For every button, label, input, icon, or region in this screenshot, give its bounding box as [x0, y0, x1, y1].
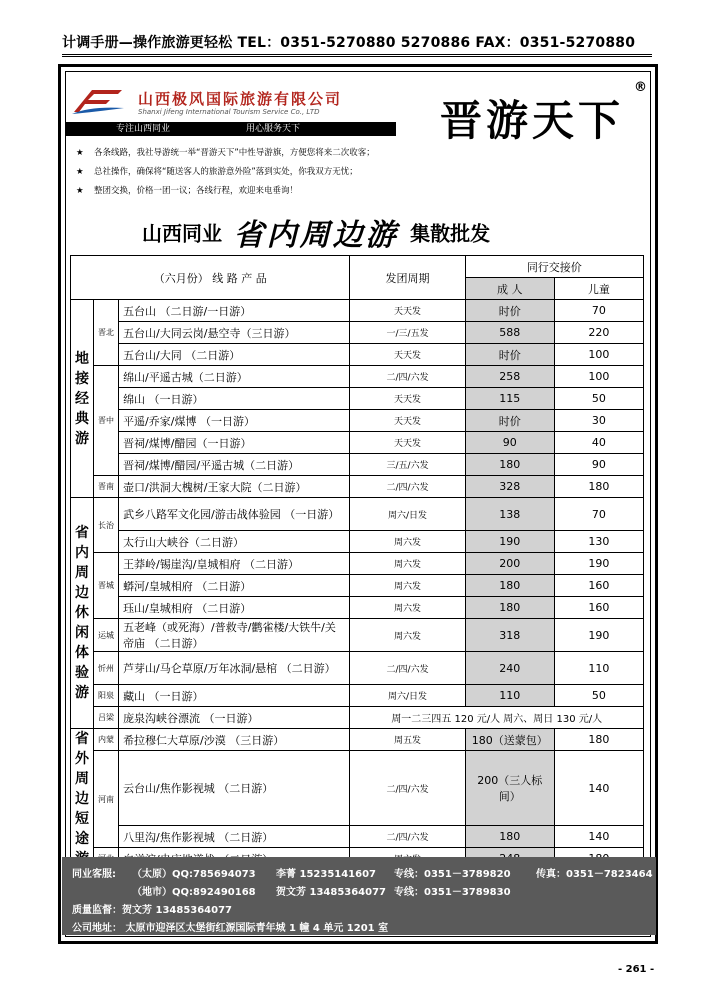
schedule-cell: 三/五/六发 [350, 454, 465, 476]
route-cell: 五老峰（或死海）/普救寺/鹳雀楼/大铁牛/关帝庙 （二日游） [119, 619, 350, 652]
schedule-cell: 天天发 [350, 344, 465, 366]
table-row [71, 531, 644, 553]
schedule-cell: 周六/日发 [350, 498, 465, 531]
header-price: 同行交接价 [465, 256, 643, 278]
child-price-cell: 180 [554, 729, 643, 751]
child-price-cell: 100 [554, 344, 643, 366]
schedule-cell: 周六发 [350, 553, 465, 575]
route-cell: 绵山/平遥古城（二日游） [119, 366, 350, 388]
footer-contact-name-2: 贺文芳 13485364077 [276, 887, 387, 898]
schedule-cell: 二/四/六发 [350, 476, 465, 498]
note-item: ★ 总社操作，确保将“随送客人的旅游意外险”落到实处，你我双方无忧； [76, 163, 375, 182]
adult-price-cell: 时价 [465, 410, 554, 432]
route-cell: 太行山大峡谷（二日游） [119, 531, 350, 553]
table-row [71, 432, 644, 454]
footer-hotline: 专线：0351－3789820 [394, 869, 511, 880]
star-icon: ★ [76, 186, 84, 196]
child-price-cell: 160 [554, 597, 643, 619]
schedule-cell: 周五发 [350, 729, 465, 751]
region-cell: 晋城 [94, 553, 119, 619]
footer-address: 公司地址： 太原市迎泽区太堡街红源国际青年城 1 幢 4 单元 1201 室 [72, 923, 389, 934]
headline-part1: 山西同业 [142, 221, 222, 246]
region-cell: 吕梁 [94, 707, 119, 729]
schedule-cell: 一/三/五发 [350, 322, 465, 344]
route-cell: 平遥/乔家/煤博 （一日游） [119, 410, 350, 432]
star-icon: ★ [76, 148, 84, 158]
adult-price-cell: 200 [465, 553, 554, 575]
table-row [71, 322, 644, 344]
table-row [71, 597, 644, 619]
header-product: （六月份） 线 路 产 品 [71, 256, 350, 300]
adult-price-cell: 328 [465, 476, 554, 498]
child-price-cell: 50 [554, 388, 643, 410]
child-price-cell: 130 [554, 531, 643, 553]
route-cell: 藏山 （一日游） [119, 685, 350, 707]
schedule-price-cell: 周一二三四五 120 元/人 周六、周日 130 元/人 [350, 707, 644, 729]
route-cell: 八里沟/焦作影视城 （二日游） [119, 826, 350, 848]
schedule-cell: 天天发 [350, 300, 465, 322]
route-cell: 晋祠/煤博/醋园/平遥古城（二日游） [119, 454, 350, 476]
child-price-cell: 190 [554, 619, 643, 652]
header-adult: 成 人 [465, 278, 554, 300]
table-row [71, 388, 644, 410]
route-cell: 壶口/洪洞大槐树/王家大院（二日游） [119, 476, 350, 498]
adult-price-cell: 200（三人标间） [465, 751, 554, 826]
adult-price-cell: 90 [465, 432, 554, 454]
region-cell: 晋南 [94, 476, 119, 498]
schedule-cell: 天天发 [350, 432, 465, 454]
headline [142, 210, 491, 253]
adult-price-cell: 588 [465, 322, 554, 344]
child-price-cell: 90 [554, 454, 643, 476]
schedule-cell: 周六发 [350, 531, 465, 553]
adult-price-cell: 时价 [465, 300, 554, 322]
adult-price-cell: 138 [465, 498, 554, 531]
category-cell: 省 内 周 边 休 闲 体 验 游 [71, 498, 94, 729]
footer-fax: 传真：0351－7823464 [536, 869, 653, 880]
route-cell: 蟒河/皇城相府 （二日游） [119, 575, 350, 597]
table-row [71, 410, 644, 432]
company-name-en: Shanxi Jifeng International Tourism Service Co., LTD [138, 108, 320, 116]
headline-part2: 省内周边游 [233, 218, 399, 253]
route-cell: 五台山/大同 （二日游） [119, 344, 350, 366]
category-cell: 地 接 经 典 游 [71, 300, 94, 498]
schedule-cell: 二/四/六发 [350, 366, 465, 388]
region-cell: 阳泉 [94, 685, 119, 707]
child-price-cell: 220 [554, 322, 643, 344]
child-price-cell: 110 [554, 652, 643, 685]
footer-contact-name: 李菁 15235141607 [276, 869, 377, 880]
child-price-cell: 40 [554, 432, 643, 454]
schedule-cell: 周六发 [350, 619, 465, 652]
footer-contacts [62, 857, 656, 935]
footer-qq-city: （地市）QQ:892490168 [132, 887, 256, 898]
child-price-cell: 70 [554, 498, 643, 531]
route-cell: 五台山 （二日游/一日游） [119, 300, 350, 322]
table-row [71, 498, 644, 531]
table-row [71, 575, 644, 597]
route-cell: 云台山/焦作影视城 （二日游） [119, 751, 350, 826]
category-cell: 省 外 周 边 短 途 [71, 729, 94, 870]
schedule-cell: 天天发 [350, 388, 465, 410]
route-cell: 庞泉沟峡谷漂流 （一日游） [119, 707, 350, 729]
table-row [71, 344, 644, 366]
child-price-cell: 140 [554, 751, 643, 826]
header-child: 儿童 [554, 278, 643, 300]
header-contact-line: 计调手册—操作旅游更轻松 TEL：0351-5270880 5270886 FAX：0351-5270880 [62, 32, 652, 57]
table-row [71, 454, 644, 476]
price-table [70, 255, 644, 870]
slogan-left: 专注山西同业 [116, 124, 171, 134]
company-name-cn: 山西极风国际旅游有限公司 [138, 90, 343, 108]
route-cell: 芦芽山/马仑草原/万年冰洞/悬棺 （二日游） [119, 652, 350, 685]
star-icon: ★ [76, 167, 84, 177]
route-cell: 王莽岭/锡崖沟/皇城相府 （二日游） [119, 553, 350, 575]
route-cell: 武乡八路军文化园/游击战体验园 （一日游） [119, 498, 350, 531]
table-row [71, 652, 644, 685]
adult-price-cell: 时价 [465, 344, 554, 366]
slogan-bar [66, 122, 396, 136]
child-price-cell: 140 [554, 826, 643, 848]
adult-price-cell: 180（送蒙包） [465, 729, 554, 751]
footer-quality: 质量监督：贺文芳 13485364077 [72, 905, 233, 916]
adult-price-cell: 115 [465, 388, 554, 410]
registered-mark: ® [634, 80, 647, 95]
adult-price-cell: 110 [465, 685, 554, 707]
table-row [71, 826, 644, 848]
route-cell: 晋祠/煤博/醋园（一日游） [119, 432, 350, 454]
footer-hotline-2: 专线：0351－3789830 [394, 887, 511, 898]
region-cell: 长治 [94, 498, 119, 553]
adult-price-cell: 180 [465, 454, 554, 476]
headline-part3: 集散批发 [410, 221, 491, 246]
note-item: ★ 整团交换，价格一团一议；各线行程，欢迎来电垂询！ [76, 182, 375, 201]
route-cell: 绵山 （一日游） [119, 388, 350, 410]
schedule-cell: 周六发 [350, 597, 465, 619]
adult-price-cell: 190 [465, 531, 554, 553]
region-cell: 晋中 [94, 366, 119, 476]
schedule-cell: 二/四/六发 [350, 652, 465, 685]
route-cell: 珏山/皇城相府 （二日游） [119, 597, 350, 619]
region-cell: 忻州 [94, 652, 119, 685]
child-price-cell: 30 [554, 410, 643, 432]
child-price-cell: 160 [554, 575, 643, 597]
region-cell: 河南 [94, 751, 119, 848]
table-row [71, 751, 644, 826]
brand-title: 晋游天下 [440, 96, 625, 145]
child-price-cell: 180 [554, 476, 643, 498]
table-row [71, 300, 644, 322]
adult-price-cell: 180 [465, 575, 554, 597]
region-cell: 运城 [94, 619, 119, 652]
region-cell: 内蒙 [94, 729, 119, 751]
schedule-cell: 周六发 [350, 575, 465, 597]
note-item: ★ 各条线路，我社导游统一举“晋游天下”中性导游旗，方便您将来二次收客； [76, 144, 375, 163]
adult-price-cell: 318 [465, 619, 554, 652]
adult-price-cell: 240 [465, 652, 554, 685]
schedule-cell: 天天发 [350, 410, 465, 432]
table-row [71, 685, 644, 707]
table-row [71, 553, 644, 575]
route-cell: 五台山/大同云岗/悬空寺（三日游） [119, 322, 350, 344]
company-logo-icon [70, 86, 126, 116]
table-row [71, 729, 644, 751]
footer-qq-taiyuan: （太原）QQ:785694073 [132, 869, 256, 880]
adult-price-cell: 258 [465, 366, 554, 388]
table-row [71, 619, 644, 652]
child-price-cell: 50 [554, 685, 643, 707]
notes-list [76, 144, 375, 201]
table-header-row [71, 256, 644, 278]
table-row [71, 476, 644, 498]
child-price-cell: 70 [554, 300, 643, 322]
route-cell: 希拉穆仁大草原/沙漠 （三日游） [119, 729, 350, 751]
child-price-cell: 100 [554, 366, 643, 388]
table-row [71, 707, 644, 729]
schedule-cell: 周六/日发 [350, 685, 465, 707]
child-price-cell: 190 [554, 553, 643, 575]
footer-label: 同业客服: [72, 869, 116, 880]
schedule-cell: 二/四/六发 [350, 751, 465, 826]
schedule-cell: 二/四/六发 [350, 826, 465, 848]
adult-price-cell: 180 [465, 826, 554, 848]
page-number: - 261 - [618, 964, 655, 975]
company-logo-block [66, 86, 396, 144]
region-cell: 晋北 [94, 300, 119, 366]
adult-price-cell: 180 [465, 597, 554, 619]
header-schedule: 发团周期 [350, 256, 465, 300]
table-row [71, 366, 644, 388]
slogan-right: 用心服务天下 [246, 124, 301, 134]
